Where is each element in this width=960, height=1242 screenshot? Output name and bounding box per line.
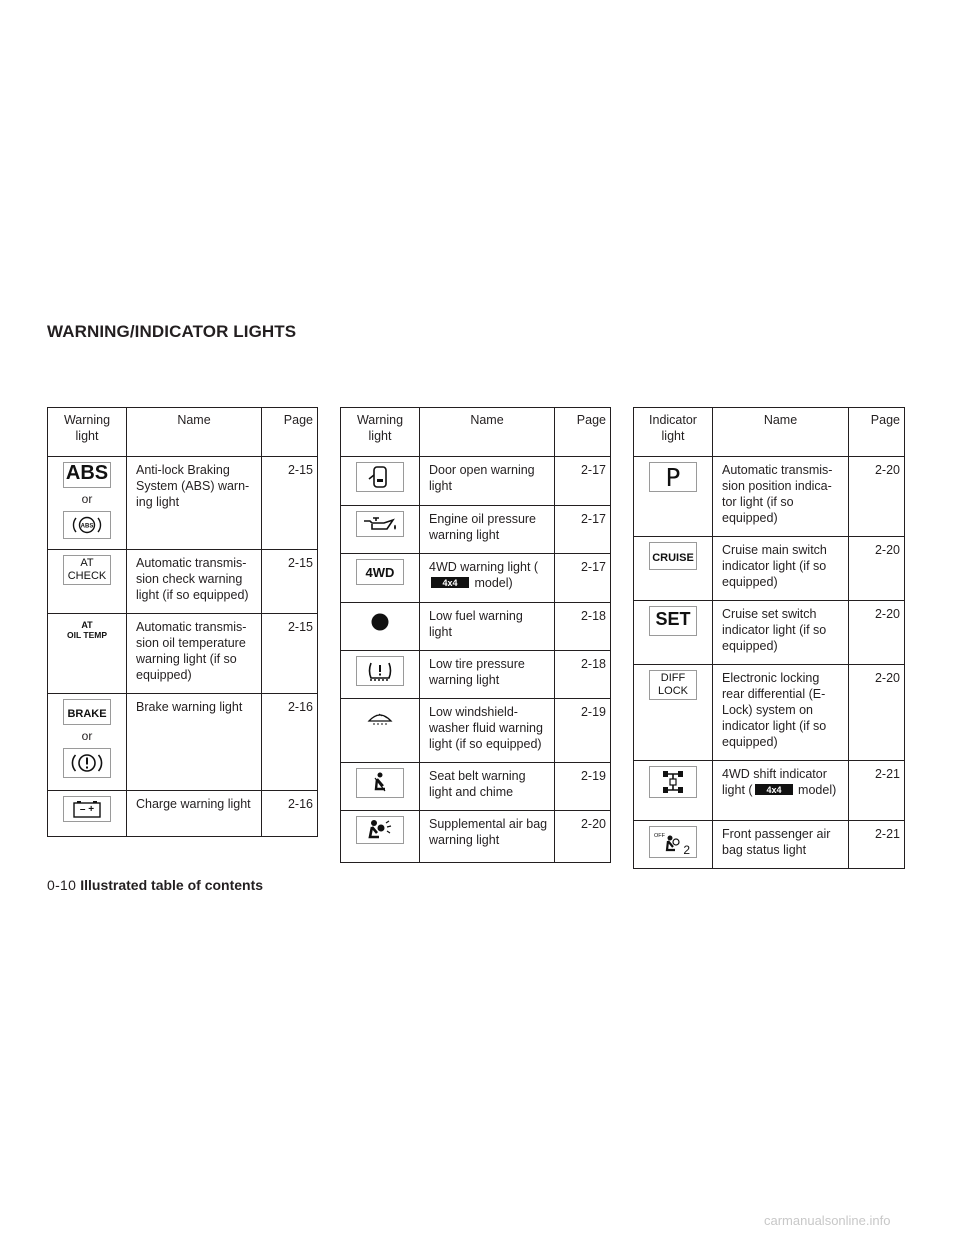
row-name: Automatic transmis- sion position indica- tor light (if so equipped): [713, 457, 849, 537]
row-name: Front passenger air bag status light: [713, 821, 849, 869]
row-page: 2-17: [555, 506, 611, 554]
row-name: Electronic locking rear differential (E- Lock) system on indicator light (if so equipped): [713, 665, 849, 761]
4x4-badge-icon: [755, 783, 793, 799]
table-header: [341, 408, 611, 457]
icon-cell: [341, 554, 420, 603]
table-row: [341, 506, 611, 554]
brake-text-icon: BRAKE: [63, 699, 111, 725]
table-row: [48, 457, 318, 550]
name-suffix: model): [794, 783, 837, 797]
icon-cell: [634, 761, 713, 821]
icon-cell: [341, 762, 420, 810]
table-row: [634, 601, 905, 665]
table-header: [48, 408, 318, 457]
icon-cell: [634, 457, 713, 537]
row-page: 2-19: [555, 762, 611, 810]
table-row: [341, 810, 611, 862]
row-name: Low fuel warning light: [420, 602, 555, 650]
icon-cell: [634, 537, 713, 601]
section-title: WARNING/INDICATOR LIGHTS: [47, 322, 297, 341]
row-page: 2-19: [555, 698, 611, 762]
row-page: 2-21: [849, 821, 905, 869]
set-icon: SET: [649, 606, 697, 636]
icon-cell: [341, 506, 420, 554]
indicator-lights-table: [633, 407, 905, 869]
row-name: [713, 761, 849, 821]
or-label: or: [81, 729, 93, 743]
header-name: Name: [127, 408, 262, 457]
airbag-icon: [356, 816, 404, 844]
row-name: Automatic transmis- sion check warning light (if so equipped): [127, 550, 262, 614]
table-row: [634, 457, 905, 537]
row-page: 2-15: [262, 550, 318, 614]
header-page: Page: [849, 408, 905, 457]
battery-icon: – +: [63, 796, 111, 822]
header-name: Name: [420, 408, 555, 457]
page-footer: [47, 877, 263, 893]
table-header: [634, 408, 905, 457]
diff-lock-icon: DIFF LOCK: [649, 670, 697, 700]
icon-cell: [48, 614, 127, 694]
abs-circle-icon: [63, 511, 111, 539]
name-suffix: model): [471, 576, 513, 590]
row-name: Low tire pressure warning light: [420, 650, 555, 698]
table-row: [634, 821, 905, 869]
washer-fluid-icon: [356, 704, 404, 728]
table-row: [341, 762, 611, 810]
table-row: [341, 554, 611, 603]
brake-circle-icon: [63, 748, 111, 778]
row-name: [420, 554, 555, 603]
seat-belt-icon: [356, 768, 404, 798]
row-name: Low windshield- washer fluid warning light (if so equipped): [420, 698, 555, 762]
table-row: [48, 550, 318, 614]
row-page: 2-15: [262, 457, 318, 550]
cruise-icon: CRUISE: [649, 542, 697, 570]
footer-label: Illustrated table of contents: [80, 877, 264, 893]
table-row: [634, 761, 905, 821]
row-page: 2-16: [262, 694, 318, 791]
4wd-shift-icon: [649, 766, 697, 798]
door-open-icon: [356, 462, 404, 492]
row-name: Engine oil pressure warning light: [420, 506, 555, 554]
name-prefix: 4WD warning light (: [429, 560, 539, 574]
header-warning-light: Warning light: [341, 408, 420, 457]
table-row: [341, 650, 611, 698]
table-row: [48, 791, 318, 837]
passenger-airbag-off-icon: OFF 2: [649, 826, 697, 858]
or-label: or: [81, 492, 93, 506]
warning-lights-table-1: [47, 407, 318, 837]
watermark: carmanualsonline.info: [764, 1213, 891, 1228]
row-page: 2-20: [849, 537, 905, 601]
row-page: 2-17: [555, 554, 611, 603]
table-row: [634, 665, 905, 761]
warning-lights-table-2: [340, 407, 611, 863]
table-row: [341, 602, 611, 650]
header-page: Page: [262, 408, 318, 457]
icon-cell: [341, 650, 420, 698]
row-name: Automatic transmis- sion oil temperature warning light (if so equipped): [127, 614, 262, 694]
row-name: Charge warning light: [127, 791, 262, 837]
row-name: Seat belt warning light and chime: [420, 762, 555, 810]
svg-text:4x4: 4x4: [442, 577, 458, 588]
row-page: 2-18: [555, 602, 611, 650]
row-page: 2-21: [849, 761, 905, 821]
fuel-dot-icon: [356, 608, 404, 636]
header-warning-light: Warning light: [48, 408, 127, 457]
icon-cell: [634, 665, 713, 761]
icon-cell: [48, 791, 127, 837]
table-row: [341, 457, 611, 506]
icon-cell: [341, 602, 420, 650]
header-indicator-light: Indicator light: [634, 408, 713, 457]
table-row: [48, 694, 318, 791]
table-row: [48, 614, 318, 694]
4wd-icon: 4WD: [356, 559, 404, 585]
park-p-icon: P: [649, 462, 697, 492]
row-page: 2-16: [262, 791, 318, 837]
name-prefix: 4WD shift indicator light (: [722, 767, 827, 797]
icon-cell: [634, 821, 713, 869]
header-page: Page: [555, 408, 611, 457]
abs-icon: ABS: [63, 462, 111, 488]
at-oil-temp-icon: AT OIL TEMP: [63, 619, 111, 643]
row-page: 2-20: [849, 457, 905, 537]
icon-cell: [341, 457, 420, 506]
brake-icons: [48, 694, 127, 791]
row-name: Brake warning light: [127, 694, 262, 791]
table-row: [341, 698, 611, 762]
row-page: 2-20: [849, 601, 905, 665]
row-name: Anti-lock Braking System (ABS) warn- ing light: [127, 457, 262, 550]
header-name: Name: [713, 408, 849, 457]
row-page: 2-17: [555, 457, 611, 506]
icon-cell: [341, 810, 420, 862]
page-number: 0-10: [47, 877, 77, 893]
row-page: 2-20: [555, 810, 611, 862]
row-page: 2-20: [849, 665, 905, 761]
tire-pressure-icon: [356, 656, 404, 686]
icon-cell: [48, 550, 127, 614]
abs-icons: [48, 457, 127, 550]
oil-can-icon: [356, 511, 404, 537]
4x4-badge-icon: [431, 576, 469, 592]
svg-text:4x4: 4x4: [766, 784, 782, 795]
row-name: Cruise set switch indicator light (if so equipped): [713, 601, 849, 665]
row-name: Cruise main switch indicator light (if so equipped): [713, 537, 849, 601]
row-name: Supplemental air bag warning light: [420, 810, 555, 862]
at-check-icon: AT CHECK: [63, 555, 111, 585]
svg-text:ABS: ABS: [80, 523, 94, 530]
icon-cell: [634, 601, 713, 665]
icon-cell: [341, 698, 420, 762]
table-row: [634, 537, 905, 601]
row-name: Door open warning light: [420, 457, 555, 506]
row-page: 2-15: [262, 614, 318, 694]
row-page: 2-18: [555, 650, 611, 698]
